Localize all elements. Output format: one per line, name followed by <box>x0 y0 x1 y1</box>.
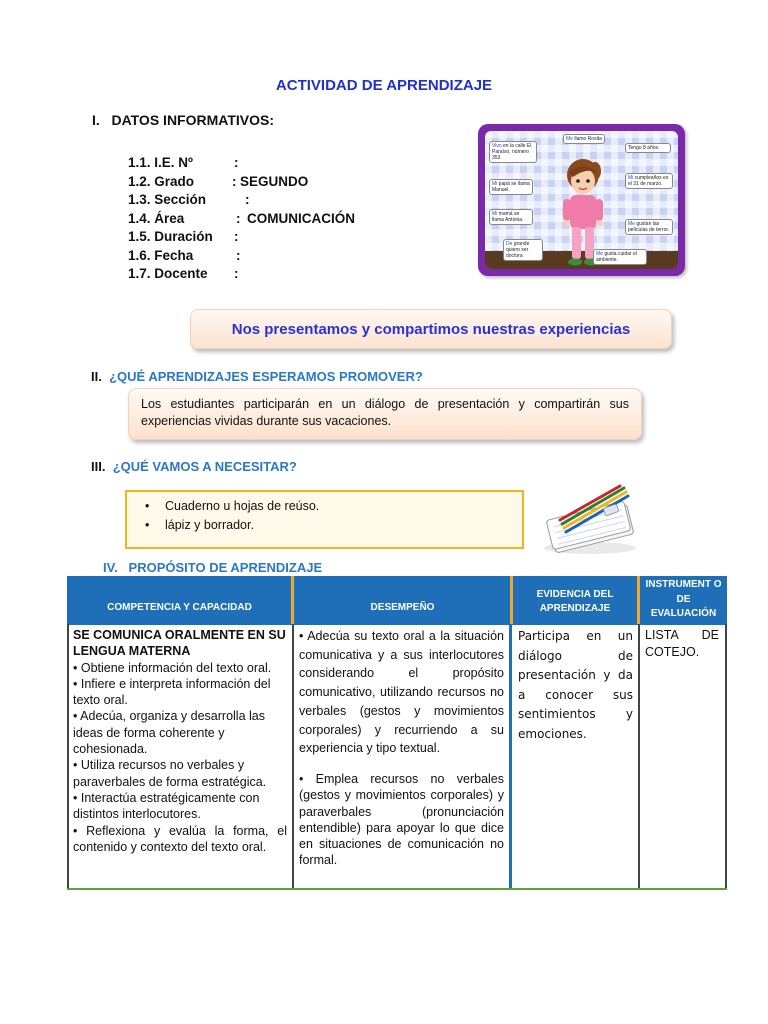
desempeno-item: • Adecúa su texto oral a la situación comunicativa y a sus interlocutores considerando el propósito comunicativo, utilizando recursos no verbales (gestos y movimientos corporales) y recurriendo a su experiencia y tipo textual. <box>299 629 504 756</box>
capacidad-item: • Infiere e interpreta información del texto oral. <box>73 676 271 708</box>
table-border-right <box>725 624 727 890</box>
section-2-number: II. <box>91 369 102 384</box>
speech-bubble: Mi papá se llama Manuel. <box>489 179 533 195</box>
table-border-bottom <box>67 888 727 890</box>
info-colon: : <box>234 229 239 244</box>
speech-bubble: Mi cumpleaños es el 31 de marzo. <box>625 173 673 189</box>
speech-bubble: Me gusta cuidar el ambiente. <box>593 249 647 265</box>
table-header-desempeno: DESEMPEÑO <box>294 576 511 624</box>
cell-evidencia: Participa en un diálogo de presentación y da a conocer sus sentimientos y emociones. <box>518 629 633 741</box>
competencia-title: SE COMUNICA ORALMENTE EN SU LENGUA MATERNA <box>73 628 286 659</box>
speech-bubble: Mi mamá se llama Antonia. <box>489 209 533 225</box>
cell-competencia <box>73 627 287 855</box>
info-colon: : <box>232 173 237 189</box>
purpose-table <box>67 576 727 890</box>
section-3-label: ¿QUÉ VAMOS A NECESITAR? <box>112 459 297 474</box>
materials-box <box>125 490 524 549</box>
desempeno-item: • Emplea recursos no verbales (gestos y movimientos corporales) y paraverbales (pronunciación entendible) para apoyar lo que dice en situaciones de comunicación no formal. <box>299 771 504 868</box>
section-1-heading <box>92 112 274 128</box>
info-colon: : <box>236 210 241 226</box>
section-4-label: PROPÓSITO DE APRENDIZAJE <box>128 560 323 575</box>
capacidad-item: • Utiliza recursos no verbales y paraverbales de forma estratégica. <box>73 758 267 789</box>
capacidad-item: • Reflexiona y evalúa la forma, el contenido y contexto del texto oral. <box>73 823 287 854</box>
speech-bubble: Me llamo Rosita <box>563 134 605 144</box>
table-border-left <box>67 624 69 890</box>
speech-bubble: De grande quiero ser doctora <box>503 239 543 261</box>
table-header-competencia: COMPETENCIA Y CAPACIDAD <box>67 576 292 624</box>
info-label: 1.6. Fecha <box>128 247 194 263</box>
info-label: 1.2. Grado <box>128 173 195 189</box>
table-column-divider <box>292 624 294 890</box>
info-colon: : <box>245 192 250 207</box>
learning-box <box>128 388 642 440</box>
materials-list <box>145 497 319 535</box>
info-label: 1.3. Sección <box>128 192 207 207</box>
capacidad-item: • Interactúa estratégicamente con distintos interlocutores. <box>73 790 260 822</box>
section-3-number: III. <box>91 459 106 474</box>
section-4-heading <box>103 560 322 575</box>
table-column-divider <box>638 624 640 890</box>
capacidad-item: • Obtiene información del texto oral. <box>73 660 272 675</box>
section-2-heading <box>91 369 423 384</box>
info-value: SEGUNDO <box>240 173 309 189</box>
speech-bubble: Me gustan las películas de terror. <box>625 219 673 235</box>
info-label: 1.7. Docente <box>128 266 208 281</box>
materials-item: • lápiz y borrador. <box>145 516 319 535</box>
girl-presentation-illustration <box>478 124 685 276</box>
section-2-label: ¿QUÉ APRENDIZAJES ESPERAMOS PROMOVER? <box>109 369 423 384</box>
info-colon: : <box>234 155 239 170</box>
learning-text: Los estudiantes participarán en un diálogo de presentación y compartirán sus experiencias vividas durante sus vacaciones. <box>141 397 629 428</box>
activity-title-banner <box>190 309 672 349</box>
info-label: 1.5. Duración <box>128 229 213 244</box>
table-column-divider <box>509 624 512 890</box>
speech-bubble: Vivo en la calle El Paraíso, número 353 <box>489 141 537 163</box>
section-1-label: DATOS INFORMATIVOS: <box>111 112 275 128</box>
section-1-number: I. <box>92 112 100 128</box>
info-value: COMUNICACIÓN <box>247 210 355 226</box>
info-label: 1.1. I.E. Nº <box>128 155 193 170</box>
table-header-evidencia: EVIDENCIA DEL APRENDIZAJE <box>513 576 637 624</box>
info-label: 1.4. Área <box>128 210 185 226</box>
materials-item: • Cuaderno u hojas de reúso. <box>145 497 319 516</box>
speech-bubble: Tengo 8 años. <box>625 143 671 153</box>
info-colon: : <box>236 247 241 263</box>
table-header-instrumento: INSTRUMENT O DE EVALUACIÓN <box>640 576 727 624</box>
info-colon: : <box>234 266 239 281</box>
section-4-number: IV. <box>103 560 118 575</box>
cell-desempeno <box>299 627 504 869</box>
illustration-background <box>485 131 678 269</box>
capacidad-item: • Adecúa, organiza y desarrolla las ideas de forma coherente y cohesionada. <box>73 709 265 757</box>
section-3-heading <box>91 459 297 474</box>
table-header-border <box>67 624 727 625</box>
cell-instrumento: LISTA DE COTEJO. <box>645 628 719 659</box>
page-title: ACTIVIDAD DE APRENDIZAJE <box>275 77 493 94</box>
notebook-pencils-illustration <box>540 478 640 556</box>
banner-text: Nos presentamos y compartimos nuestras experiencias <box>231 321 631 338</box>
